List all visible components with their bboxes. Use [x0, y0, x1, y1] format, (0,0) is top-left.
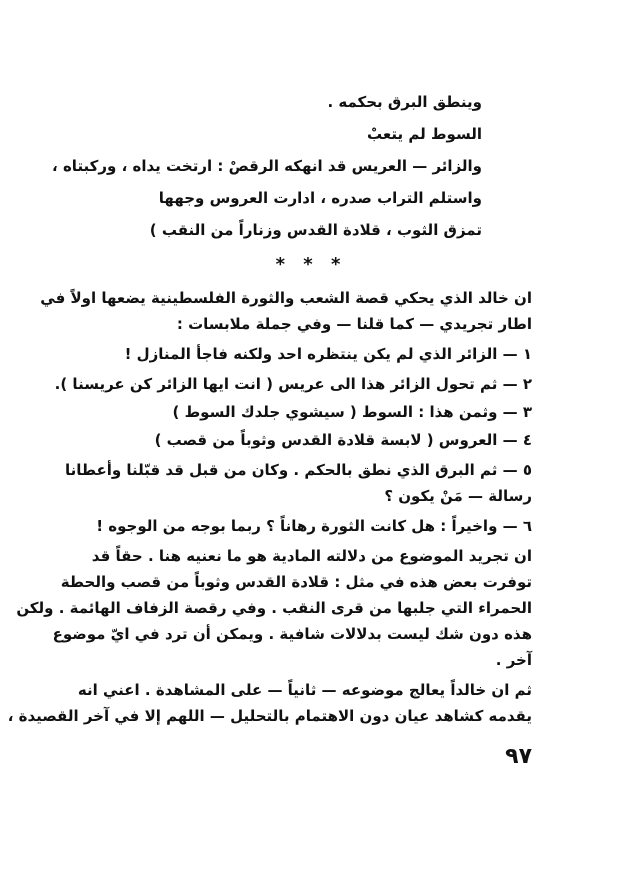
paragraph-line: اطار تجريدي — كما قلنا — وفي جملة ملابسات :: [176, 315, 532, 333]
paragraph-line: الحمراء التي جلبها من قرى النقب . وفي رقصة الزفاف الهائمة . ولكن: [16, 599, 532, 617]
poem-line: والزائر — العريس قد انهكه الرقصْ : ارتخت يداه ، وركبتاه ،: [52, 157, 482, 175]
list-item: ١ — الزائر الذي لم يكن ينتظره احد ولكنه فاجأ المنازل !: [124, 345, 532, 363]
list-item: رسالة — مَنْ يكون ؟: [384, 487, 532, 505]
list-item: ٦ — واخيراً : هل كانت الثورة رهاناً ؟ ربما بوجه من الوجوه !: [96, 517, 532, 535]
list-item: ٣ — وثمن هذا : السوط ( سيشوي جلدك السوط ): [172, 403, 532, 421]
paragraph-line: ثم ان خالداً يعالج موضوعه — ثانياً — على المشاهدة . اعني انه: [77, 681, 532, 699]
list-item: ٤ — العروس ( لابسة قلادة القدس وثوباً من قصب ): [154, 431, 532, 449]
paragraph-line: ان خالد الذي يحكي قصة الشعب والثورة الفلسطينية يضعها اولاً في: [40, 289, 532, 307]
list-item: ٢ — ثم تحول الزائر هذا الى عريس ( انت ايها الزائر كن عريسنا ).: [54, 375, 532, 393]
poem-line: واستلم التراب صدره ، ادارت العروس وجهها: [158, 189, 482, 207]
paragraph-line: آخر .: [495, 651, 532, 669]
poem-line: وينطق البرق بحكمه .: [327, 93, 482, 111]
paragraph-line: هذه دون شك ليست بدلالات شافية . ويمكن أن ترد في ايّ موضوع: [52, 625, 532, 643]
section-separator: * * *: [275, 254, 347, 275]
page-number: ٩٧: [505, 744, 532, 769]
paragraph-line: يقدمه كشاهد عيان دون الاهتمام بالتحليل — اللهم إلا في آخر القصيدة ،: [7, 707, 532, 725]
paragraph-line: توفرت بعض هذه في مثل : قلادة القدس وثوباً من قصب والحطة: [60, 573, 532, 591]
poem-line: السوط لم يتعبْ: [367, 125, 482, 143]
list-item: ٥ — ثم البرق الذي نطق بالحكم . وكان من قبل قد قبّلنا وأعطانا: [64, 461, 532, 479]
poem-line: تمزق الثوب ، قلادة القدس وزناراً من النقب ): [149, 221, 482, 239]
paragraph-line: ان تجريد الموضوع من دلالته المادية هو ما نعنيه هنا . حقاً قد: [91, 547, 532, 565]
